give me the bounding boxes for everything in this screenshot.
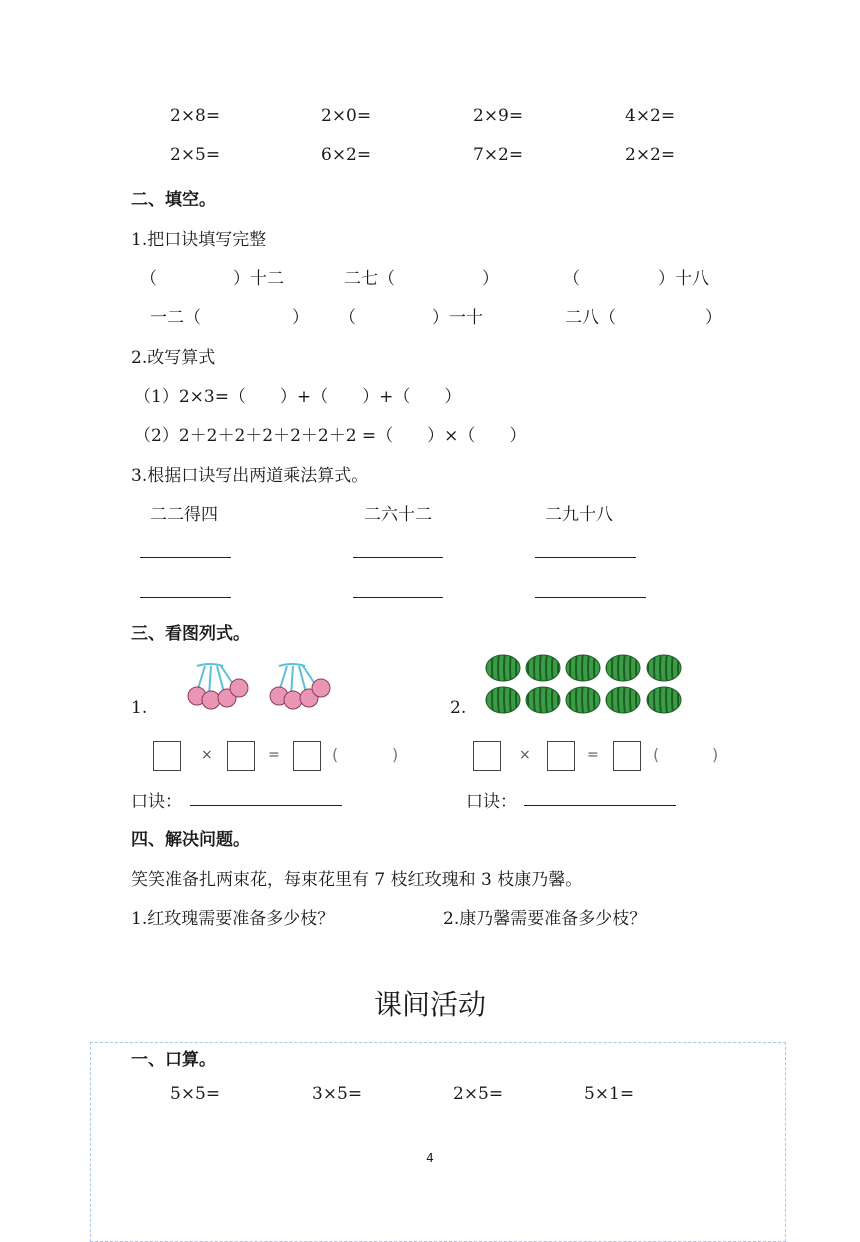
answer-box[interactable] [293,741,321,771]
calc-item: 2×5= [453,1084,504,1104]
section-heading: 三、看图列式。 [131,624,250,644]
item-label: 2. [450,698,467,718]
answer-box[interactable] [227,741,255,771]
calc-item: 3×5= [312,1084,363,1104]
problem-question: 2.康乃馨需要准备多少枝？ [443,909,647,929]
fill-blank-text: ）一十 [432,308,483,328]
answer-line[interactable] [524,805,676,806]
calc-item: 4×2= [625,106,676,126]
rewrite-line-2: （2）2＋2＋2＋2＋2＋2＋2 =（ ）×（ ） [134,426,527,446]
answer-box[interactable] [473,741,501,771]
answer-line[interactable] [535,557,636,558]
verse: 二二得四 [150,505,218,525]
answer-box[interactable] [613,741,641,771]
section-heading: 四、解决问题。 [131,830,250,850]
calc-item: 5×5= [170,1084,221,1104]
answer-line[interactable] [353,597,443,598]
problem-text: 笑笑准备扎两束花，每束花里有 7 枝红玫瑰和 3 枝康乃馨。 [131,870,583,890]
close-paren: ) [392,745,399,764]
calc-item: 2×9= [473,106,524,126]
answer-line[interactable] [535,597,646,598]
question-title: 1.把口诀填写完整 [131,230,267,250]
answer-box[interactable] [153,741,181,771]
answer-line[interactable] [353,557,443,558]
verse: 二六十二 [364,505,432,525]
fill-blank-text: ） [482,269,499,289]
answer-line[interactable] [190,805,342,806]
calc-item: 6×2= [321,145,372,165]
open-paren: ( [653,745,660,764]
problem-question: 1.红玫瑰需要准备多少枝？ [131,909,335,929]
fill-blank-text: 二七（ [344,269,395,289]
item-label: 1. [131,698,148,718]
cherries-icon [185,660,345,712]
question-title: 2.改写算式 [131,348,216,368]
fill-blank-text: 二八（ [565,308,616,328]
calc-item: 2×8= [170,106,221,126]
open-paren: ( [332,745,339,764]
fill-blank-text: ） [292,308,309,328]
question-title: 3.根据口诀写出两道乘法算式。 [131,466,369,486]
answer-box[interactable] [547,741,575,771]
times-sign: × [519,747,531,763]
page-number: 4 [426,1151,434,1165]
calc-item: 7×2= [473,145,524,165]
close-paren: ) [712,745,719,764]
calc-item: 2×2= [625,145,676,165]
fill-blank-text: ）十八 [658,269,709,289]
verse-label: 口诀： [131,792,182,812]
calc-item: 5×1= [584,1084,635,1104]
fill-blank-text: （ [339,308,356,328]
section-heading: 一、口算。 [131,1050,216,1070]
verse-label: 口诀： [466,792,517,812]
section-heading: 二、填空。 [131,190,216,210]
activity-title: 课间活动 [373,988,486,1021]
verse: 二九十八 [545,505,613,525]
calc-item: 2×5= [170,145,221,165]
fill-blank-text: ）十二 [233,269,284,289]
fill-blank-text: （ [140,269,157,289]
answer-line[interactable] [140,597,231,598]
activity-box [90,1042,786,1242]
watermelon-icon [484,653,686,717]
answer-line[interactable] [140,557,231,558]
rewrite-line-1: （1）2×3=（ ）+（ ）+（ ） [134,387,462,407]
times-sign: × [201,747,213,763]
fill-blank-text: 一二（ [150,308,201,328]
equals-sign: = [587,747,599,763]
fill-blank-text: （ [563,269,580,289]
fill-blank-text: ） [705,308,722,328]
calc-item: 2×0= [321,106,372,126]
equals-sign: = [268,747,280,763]
